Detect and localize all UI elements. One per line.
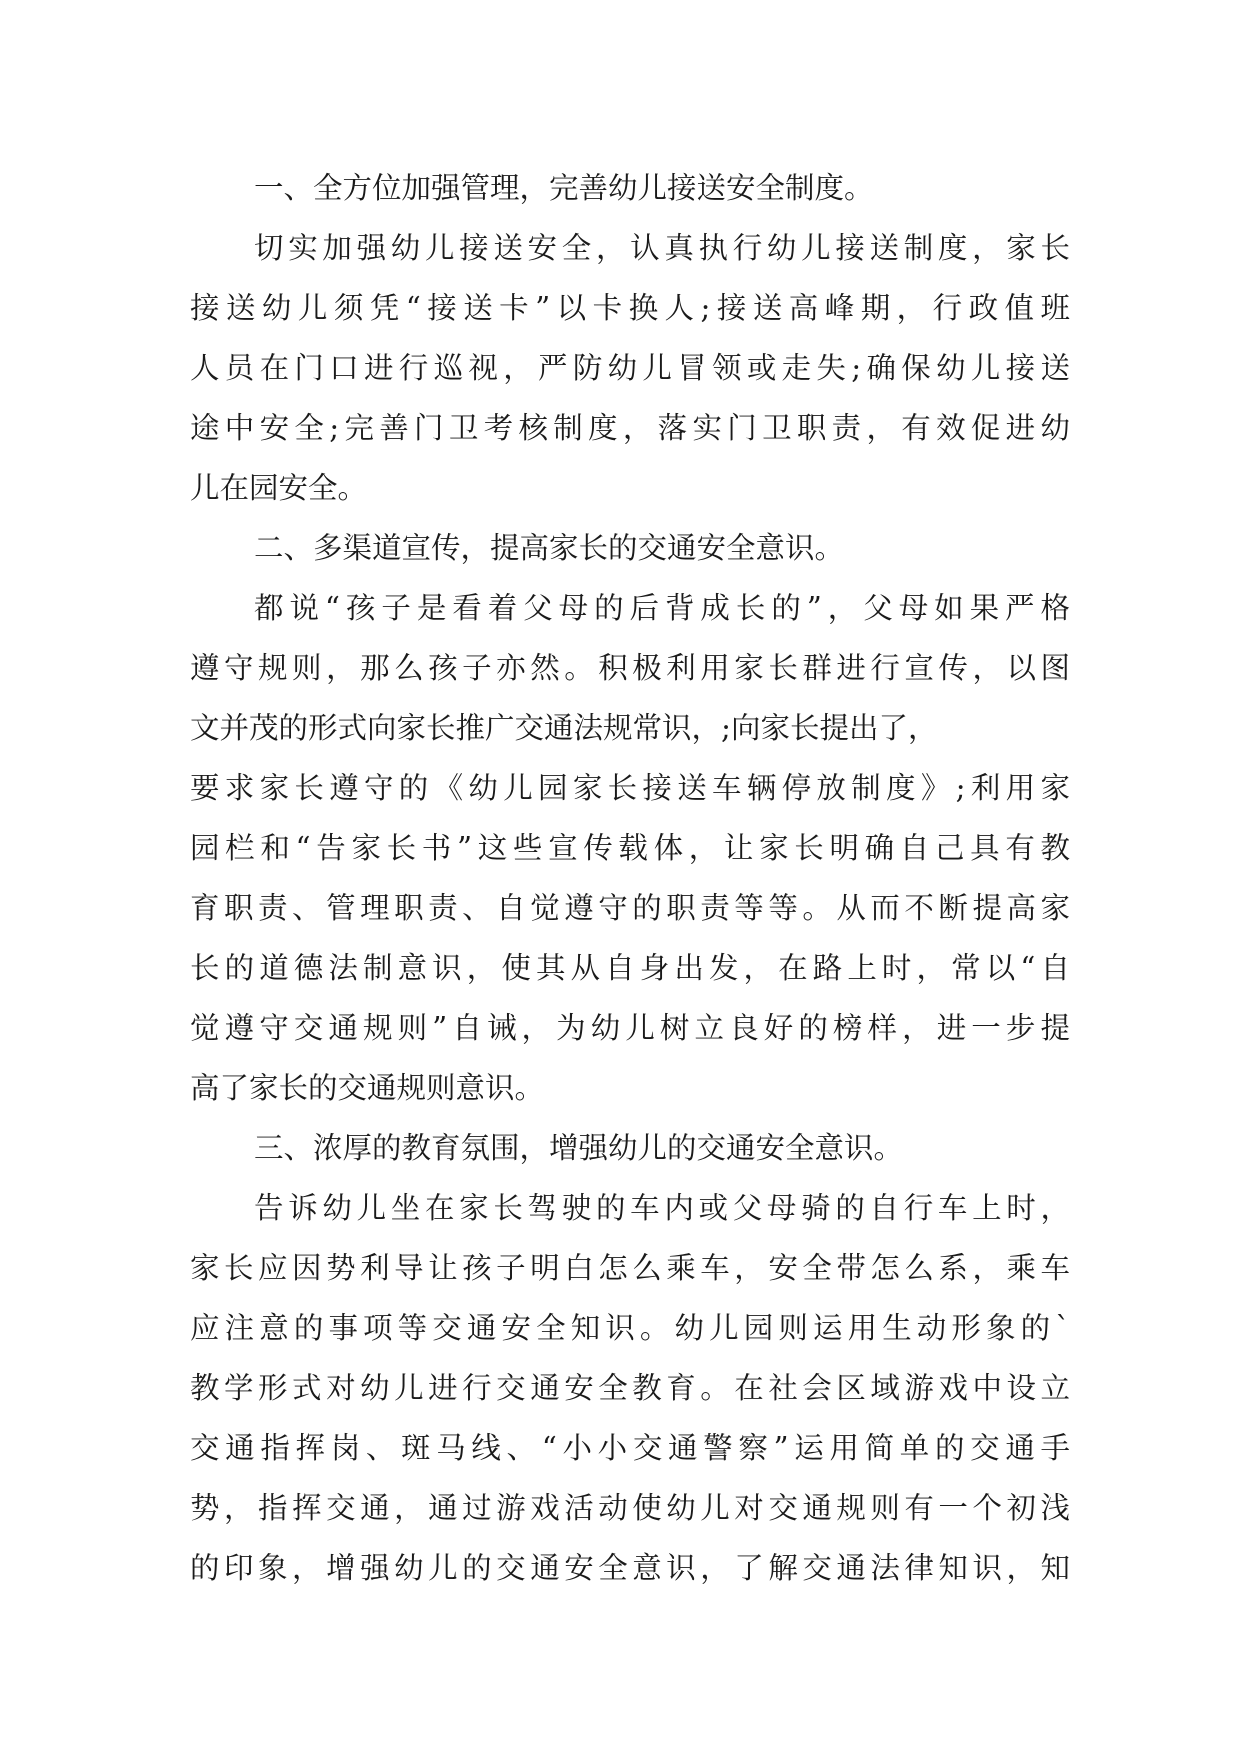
paragraph-line: 育职责、管理职责、自觉遵守的职责等等。从而不断提高家 (190, 891, 1070, 925)
section-heading-1: 一、全方位加强管理，完善幼儿接送安全制度。 (254, 171, 874, 205)
paragraph-line: 家长应因势利导让孩子明白怎么乘车，安全带怎么系，乘车 (190, 1251, 1070, 1285)
paragraph-line: 途中安全;完善门卫考核制度，落实门卫职责，有效促进幼 (190, 411, 1070, 445)
paragraph-line: 交通指挥岗、斑马线、“小小交通警察”运用简单的交通手 (190, 1431, 1070, 1465)
paragraph-line: 要求家长遵守的《幼儿园家长接送车辆停放制度》;利用家 (190, 771, 1070, 805)
paragraph-line: 告诉幼儿坐在家长驾驶的车内或父母骑的自行车上时， (254, 1191, 1070, 1225)
paragraph-line: 儿在园安全。 (190, 471, 368, 505)
paragraph-line: 教学形式对幼儿进行交通安全教育。在社会区域游戏中设立 (190, 1371, 1070, 1405)
paragraph-line: 遵守规则，那么孩子亦然。积极利用家长群进行宣传，以图 (190, 651, 1070, 685)
paragraph-line: 高了家长的交通规则意识。 (190, 1071, 545, 1105)
paragraph-line: 接送幼儿须凭“接送卡”以卡换人;接送高峰期，行政值班 (190, 291, 1070, 325)
section-heading-2: 二、多渠道宣传，提高家长的交通安全意识。 (254, 531, 845, 565)
section-heading-3: 三、浓厚的教育氛围，增强幼儿的交通安全意识。 (254, 1131, 904, 1165)
paragraph-line: 势，指挥交通，通过游戏活动使幼儿对交通规则有一个初浅 (190, 1491, 1070, 1525)
paragraph-line: 的印象，增强幼儿的交通安全意识，了解交通法律知识，知 (190, 1551, 1070, 1585)
document-body (190, 158, 1070, 1598)
paragraph-line: 应注意的事项等交通安全知识。幼儿园则运用生动形象的` (190, 1311, 1070, 1345)
paragraph-line: 觉遵守交通规则”自诫，为幼儿树立良好的榜样，进一步提 (190, 1011, 1070, 1045)
paragraph-line: 文并茂的形式向家长推广交通法规常识，;向家长提出了， (190, 711, 938, 745)
paragraph-line: 长的道德法制意识，使其从自身出发，在路上时，常以“自 (190, 951, 1070, 985)
paragraph-line: 人员在门口进行巡视，严防幼儿冒领或走失;确保幼儿接送 (190, 351, 1070, 385)
paragraph-line: 切实加强幼儿接送安全，认真执行幼儿接送制度，家长 (254, 231, 1070, 265)
paragraph-line: 园栏和“告家长书”这些宣传载体，让家长明确自己具有教 (190, 831, 1070, 865)
paragraph-line: 都说“孩子是看着父母的后背成长的”，父母如果严格 (254, 591, 1070, 625)
